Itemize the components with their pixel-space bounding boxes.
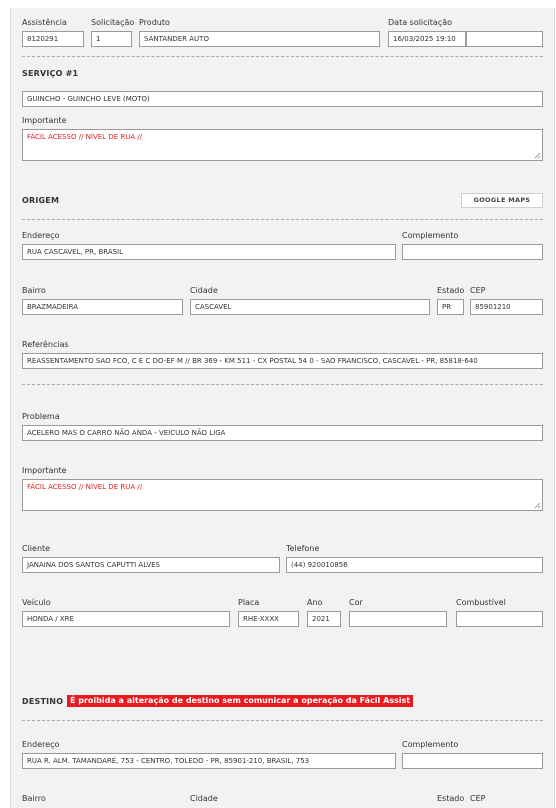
solicitacao-field[interactable]: 1 [91, 31, 132, 47]
divider [22, 720, 543, 721]
divider [22, 219, 543, 220]
servico-importante-text: FÁCIL ACESSO // NÍVEL DE RUA // [27, 133, 143, 141]
destino-endereco-field[interactable]: RUA R. ALM. TAMANDARÉ, 753 - CENTRO, TOLEDO - PR, 85901-210, BRASIL, 753 [22, 753, 396, 769]
problema-importante-textarea[interactable] [22, 479, 543, 511]
origem-referencias-field[interactable]: REASSENTAMENTO SAO FCO, C E C DO-EF M // BR 369 - KM 511 - CX POSTAL 54 0 - SAO FRANCISCO, CASCAVEL - PR, 85818-640 [22, 353, 543, 369]
produto-label: Produto [139, 18, 170, 27]
placa-field[interactable]: RHE-XXXX [238, 611, 299, 627]
data-solicitacao-label: Data solicitação [388, 18, 453, 27]
telefone-field[interactable]: (44) 920010856 [286, 557, 543, 573]
destino-estado-label: Estado [437, 794, 465, 803]
telefone-label: Telefone [286, 544, 320, 553]
problema-importante-text: FÁCIL ACESSO // NÍVEL DE RUA // [27, 483, 143, 491]
origem-estado-field[interactable]: PR [437, 299, 464, 315]
assistencia-field[interactable]: 8120291 [22, 31, 84, 47]
origem-cep-label: CEP [470, 286, 486, 295]
assistencia-label: Assistência [22, 18, 67, 27]
ano-label: Ano [307, 598, 323, 607]
resize-grip-icon[interactable] [534, 152, 541, 159]
destino-bairro-label: Bairro [22, 794, 46, 803]
origem-bairro-label: Bairro [22, 286, 46, 295]
servico-title: SERVIÇO #1 [22, 69, 79, 78]
destino-warning-badge: É proibida a alteração de destino sem comunicar a operação da Fácil Assist [67, 695, 413, 707]
veiculo-field[interactable]: HONDA / XRE [22, 611, 230, 627]
destino-title: DESTINO [22, 697, 64, 706]
destino-cidade-label: Cidade [190, 794, 218, 803]
combustivel-label: Combustível [456, 598, 506, 607]
produto-field[interactable]: SANTANDER AUTO [139, 31, 380, 47]
data-extra-field[interactable] [466, 31, 543, 47]
combustivel-field[interactable] [456, 611, 543, 627]
origem-complemento-label: Complemento [402, 231, 459, 240]
data-solicitacao-field[interactable]: 16/03/2025 19:10 [388, 31, 466, 47]
destino-cep-label: CEP [470, 794, 486, 803]
origem-bairro-field[interactable]: BRAZMADEIRA [22, 299, 183, 315]
origem-referencias-label: Referências [22, 340, 69, 349]
problema-label: Problema [22, 412, 60, 421]
resize-grip-icon[interactable] [534, 502, 541, 509]
origem-endereco-field[interactable]: RUA CASCAVEL, PR, BRASIL [22, 244, 396, 260]
origem-endereco-label: Endereço [22, 231, 60, 240]
problema-importante-label: Importante [22, 466, 67, 475]
veiculo-label: Veículo [22, 598, 51, 607]
destino-complemento-label: Complemento [402, 740, 459, 749]
cor-field[interactable] [349, 611, 447, 627]
destino-endereco-label: Endereço [22, 740, 60, 749]
cliente-field[interactable]: JANAINA DOS SANTOS CAPUTTI ALVES [22, 557, 280, 573]
cor-label: Cor [349, 598, 363, 607]
servico-importante-label: Importante [22, 116, 67, 125]
destino-complemento-field[interactable] [402, 753, 543, 769]
origem-title: ORIGEM [22, 196, 60, 205]
cliente-label: Cliente [22, 544, 51, 553]
origem-estado-label: Estado [437, 286, 465, 295]
problema-field[interactable]: ACELERO MAS O CARRO NÃO ANDA - VEICULO NÃO LIGA [22, 425, 543, 441]
solicitacao-label: Solicitação [91, 18, 135, 27]
ano-field[interactable]: 2021 [307, 611, 341, 627]
form-panel [10, 8, 555, 808]
google-maps-button[interactable]: GOOGLE MAPS [461, 193, 543, 208]
origem-complemento-field[interactable] [402, 244, 543, 260]
origem-cep-field[interactable]: 85901210 [470, 299, 543, 315]
placa-label: Placa [238, 598, 260, 607]
divider [22, 384, 543, 385]
origem-cidade-field[interactable]: CASCAVEL [190, 299, 430, 315]
servico-field[interactable]: GUINCHO - GUINCHO LEVE (MOTO) [22, 91, 543, 107]
divider [22, 56, 543, 57]
servico-importante-textarea[interactable] [22, 129, 543, 161]
origem-cidade-label: Cidade [190, 286, 218, 295]
